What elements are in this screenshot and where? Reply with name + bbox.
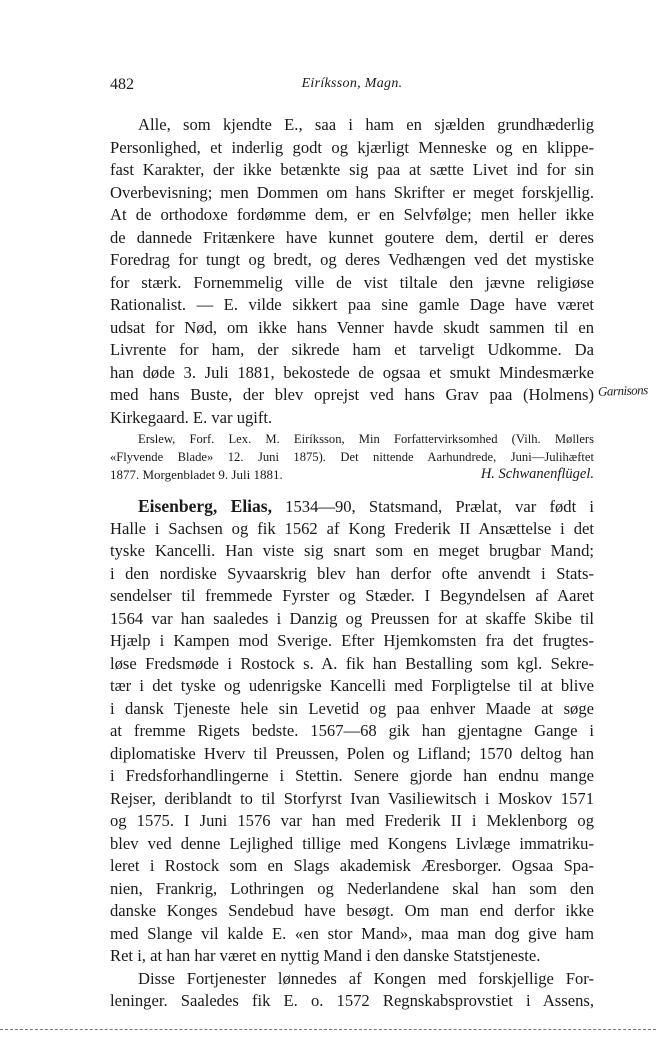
entry2-line-14: Rejser, deriblandt to til Storfyrst Ivan Vasiliewitsch i Moskov 1571 xyxy=(110,788,594,808)
entry2-line-22: Disse Fortjenester lønnedes af Kongen med forskjellige For- xyxy=(138,968,594,988)
entry1-line-14: Kirkegaard. E. var ugift. xyxy=(110,407,273,427)
entry1-line-1: Alle, som kjendte E., saa i ham en sjælden grundhæderlig xyxy=(138,115,594,134)
entry2-line-17: leret i Rostock som en Slags akademisk Æresborger. Ogsaa Spa- xyxy=(110,856,594,875)
entry1-line-10: udsat for Nød, om ikke hans Venner havde skudt sammen til en xyxy=(110,317,594,337)
entry1-line-5: At de orthodoxe fordømme dem, er en Selvfølge; men heller ikke xyxy=(110,205,594,224)
entry1-line-8: for stærk. Fornemmelig ville de vist tiltale den jævne religiøse xyxy=(110,272,594,292)
entry2-line-10: i dansk Tjeneste hele sin Levetid og paa enhver Maade at søge xyxy=(110,698,594,718)
entry2-line-11: at fremme Rigets bedste. 1567—68 gik han gjentagne Gange i xyxy=(110,721,594,740)
entry2-line-9: tær i det tyske og udenrigske Kancelli med Forpligtelse til at blive xyxy=(110,676,594,695)
entry1-line-2: Personlighed, et inderlig godt og kjærligt Menneske og en klippe- xyxy=(110,137,594,157)
entry2-line-21: Ret i, at han har været en nyttig Mand i den danske Statstjeneste. xyxy=(110,946,541,965)
sources-line-3 xyxy=(110,467,594,483)
author-signature: H. Schwanenflügel. xyxy=(480,466,594,482)
entry2-line-5: sendelser til fremmede Fyrster og Stæder. I Begyndelsen af Aaret xyxy=(110,586,594,605)
running-head: Eiríksson, Magn. xyxy=(301,76,403,91)
sources-line-2: «Flyvende Blade» 12. Juni 1875). Det nittende Aarhundrede, Juni—Julihæftet xyxy=(110,450,594,464)
entry2-line-6: 1564 var han saaledes i Danzig og Preussen for at skaffe Skibe til xyxy=(110,608,594,628)
entry2-line-13: i Fredsforhandlingerne i Stettin. Senere gjorde han endnu mange xyxy=(110,766,594,785)
entry2-line-20: med Slange vil kalde E. «en stor Mand», maa man dog give ham xyxy=(110,923,594,943)
entry1-line-9: Rationalist. — E. vilde sikkert paa sine gamle Dage have været xyxy=(110,295,594,314)
entry2-line-4: i den nordiske Syvaarskrig blev han derfor ofte anvendt i Stats- xyxy=(110,563,594,583)
entry2-line-7: Hjælp i Kampen mod Sverige. Efter Hjemkomsten fra det frugtes- xyxy=(110,631,594,650)
page-header xyxy=(110,76,594,98)
entry1-line-11: Livrente for ham, der sikrede ham et tarveligt Udkomme. Da xyxy=(110,340,594,359)
entry2-line-15: og 1575. I Juni 1576 var han med Frederik II i Meklenborg og xyxy=(110,811,594,830)
entry1-line-7: Foredrag for tungt og bredt, og deres Vedhængen ved det mystiske xyxy=(110,250,594,269)
sources-line-1: Erslew, Forf. Lex. M. Eiríksson, Min Forfattervirksomhed (Vilh. Møllers xyxy=(138,432,594,446)
entry2-line-16: blev ved denne Lejlighed tillige med Kongens Livlæge immatriku- xyxy=(110,833,594,853)
entry2-line-1-text: 1534—90, Statsmand, Prælat, var født i xyxy=(285,497,594,516)
entry1-line-4: Overbevisning; men Dommen om hans Skrifter er meget forskjellig. xyxy=(110,182,594,202)
entry2-line-23: leninger. Saaledes fik E. o. 1572 Regnskabsprovstiet i Assens, xyxy=(110,991,594,1010)
entry2-line-8: løse Fredsmøde i Rostock s. A. fik han Bestalling som kgl. Sekre- xyxy=(110,653,594,673)
scan-edge-line xyxy=(0,1029,656,1030)
entry2-line-1 xyxy=(110,496,594,517)
entry2-line-2: Halle i Sachsen og fik 1562 af Kong Frederik II Ansættelse i det xyxy=(110,518,594,538)
entry2-line-18: nien, Frankrig, Lothringen og Nederlandene skal han som den xyxy=(110,878,594,898)
entry1-line-6: de dannede Fritænkere have kunnet goutere dem, dertil er deres xyxy=(110,227,594,247)
entry1-line-13: med hans Buste, der blev oprejst ved hans Grav paa (Holmens) xyxy=(110,385,594,404)
handwritten-margin-note: Garnisons xyxy=(597,382,648,399)
entry-headword: Eisenberg, Elias, xyxy=(138,496,272,516)
entry2-line-19: danske Konges Sendebud have besøgt. Om man end derfor ikke xyxy=(110,901,594,920)
page-number: 482 xyxy=(110,76,134,93)
sources-line-3-text: 1877. Morgenbladet 9. Juli 1881. xyxy=(110,467,283,482)
entry2-line-12: diplomatiske Hverv til Preussen, Polen og Lifland; 1570 deltog han xyxy=(110,743,594,763)
entry1-line-12: han døde 3. Juli 1881, bekostede de ogsaa et smukt Mindesmærke xyxy=(110,362,594,382)
entry2-line-3: tyske Kancelli. Han viste sig snart som en meget brugbar Mand; xyxy=(110,541,594,560)
entry1-line-3: fast Karakter, der ikke betænkte sig paa at sætte Livet ind for sin xyxy=(110,160,594,179)
